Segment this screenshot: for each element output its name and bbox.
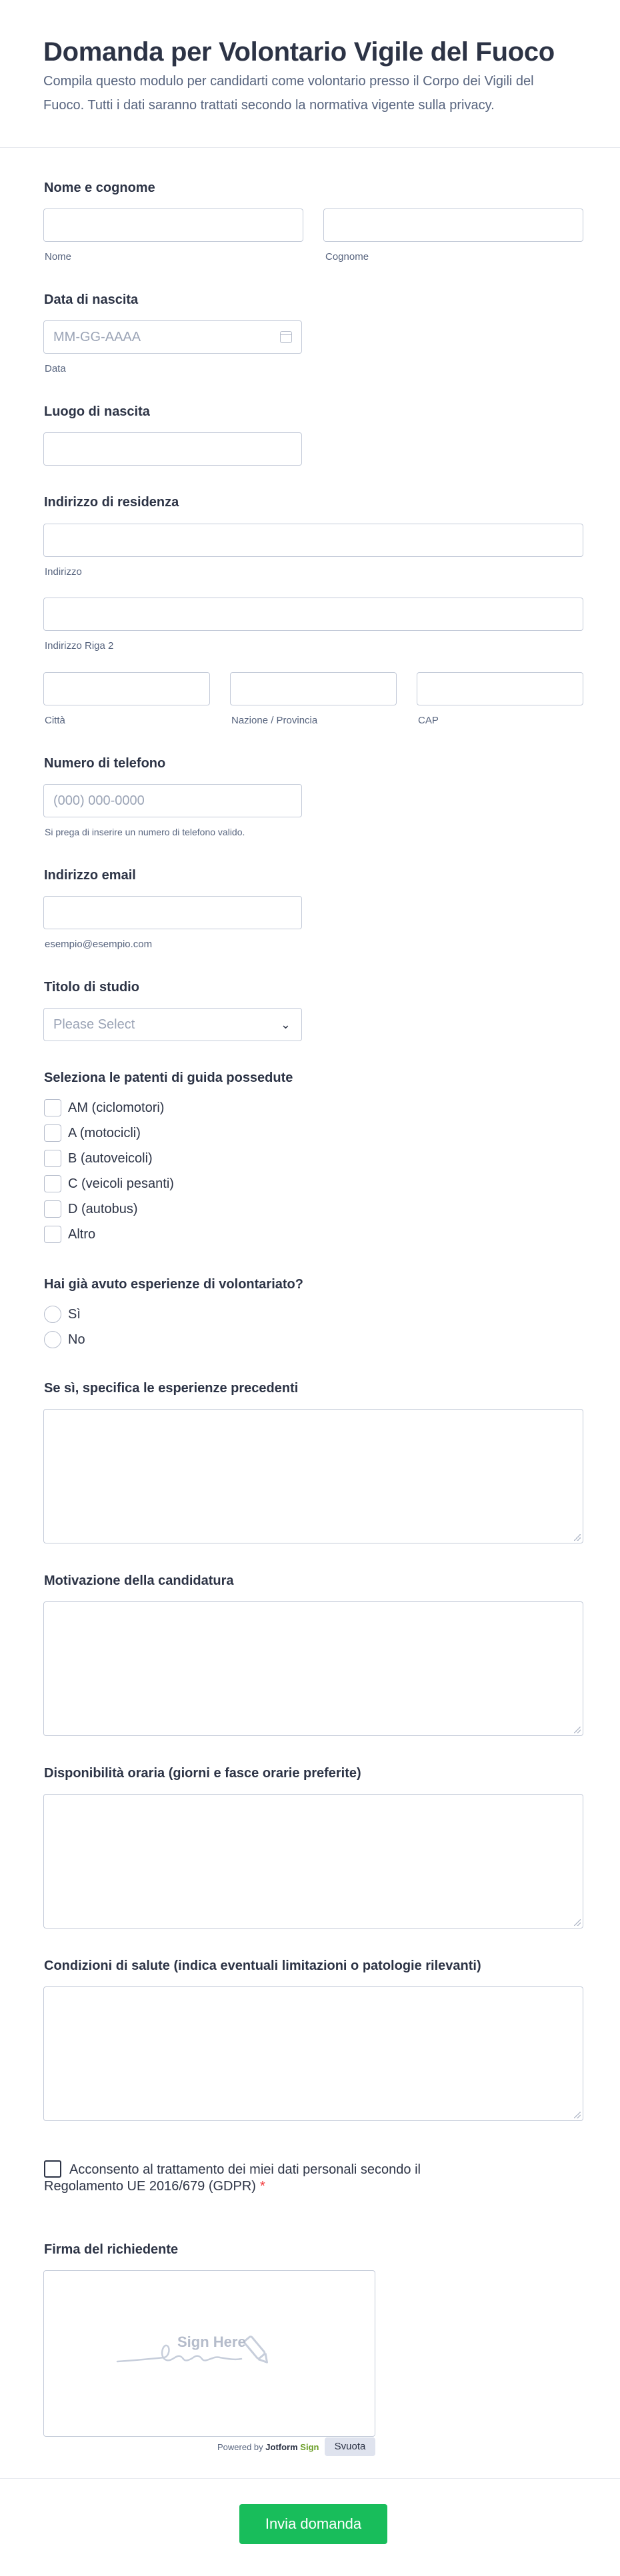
email-sublabel: esempio@esempio.com	[45, 939, 153, 950]
last-name-input[interactable]	[323, 209, 583, 242]
email-label: Indirizzo email	[44, 868, 136, 883]
phone-sublabel: Si prega di inserire un numero di telefono valido.	[45, 827, 245, 837]
state-sublabel: Nazione / Provincia	[231, 715, 318, 726]
health-textarea[interactable]	[43, 1986, 583, 2121]
zip-sublabel: CAP	[418, 715, 439, 726]
resize-handle-icon[interactable]	[574, 2112, 581, 2118]
form-title: Domanda per Volontario Vigile del Fuoco	[43, 37, 555, 67]
phone-placeholder: (000) 000-0000	[53, 793, 145, 808]
health-label: Condizioni di salute (indica eventuali limitazioni o patologie rilevanti)	[44, 1958, 481, 1973]
powered-by	[217, 2442, 319, 2452]
submit-button[interactable]: Invia domanda	[239, 2504, 387, 2544]
resize-handle-icon[interactable]	[574, 1534, 581, 1541]
signature-label: Firma del richiedente	[44, 2242, 179, 2257]
name-label: Nome e cognome	[44, 181, 155, 195]
city-input[interactable]	[43, 672, 210, 705]
checkbox[interactable]	[44, 1226, 61, 1243]
licenses-label: Seleziona le patenti di guida possedute	[44, 1071, 293, 1085]
first-name-sublabel: Nome	[45, 251, 72, 262]
state-input[interactable]	[230, 672, 397, 705]
volunteer-exp-option-label: Sì	[68, 1307, 81, 1322]
zip-input[interactable]	[417, 672, 583, 705]
consent-text-line1: Acconsento al trattamento dei miei dati personali secondo il	[69, 2162, 421, 2177]
consent-checkbox[interactable]	[44, 2160, 61, 2178]
address-label: Indirizzo di residenza	[44, 495, 179, 510]
address-line1-input[interactable]	[43, 524, 583, 557]
license-option-label: B (autoveicoli)	[68, 1151, 153, 1166]
motivation-textarea[interactable]	[43, 1601, 583, 1736]
radio-button[interactable]	[44, 1306, 61, 1323]
powered-by-brand: Jotform	[265, 2442, 298, 2452]
birth-date-sublabel: Data	[45, 363, 66, 374]
address-line2-sublabel: Indirizzo Riga 2	[45, 640, 114, 651]
address-line1-sublabel: Indirizzo	[45, 566, 82, 578]
motivation-label: Motivazione della candidatura	[44, 1573, 234, 1588]
form-subtitle: Compila questo modulo per candidarti come volontario presso il Corpo dei Vigili del Fuoco. Tutti i dati saranno trattati secondo la normativa vigente sulla privacy.	[43, 74, 534, 113]
address-line2-input[interactable]	[43, 598, 583, 631]
consent-text-line2	[44, 2179, 265, 2194]
signature-pad[interactable]	[43, 2270, 375, 2437]
phone-input[interactable]	[43, 784, 302, 817]
phone-label: Numero di telefono	[44, 756, 166, 771]
volunteer-exp-label: Hai già avuto esperienze di volontariato?	[44, 1277, 303, 1292]
powered-by-prefix: Powered by	[217, 2442, 263, 2452]
education-label: Titolo di studio	[44, 980, 139, 995]
resize-handle-icon[interactable]	[574, 1919, 581, 1926]
radio-button[interactable]	[44, 1331, 61, 1348]
license-option-label: AM (ciclomotori)	[68, 1100, 165, 1115]
education-selected-value: Please Select	[53, 1017, 135, 1032]
city-sublabel: Città	[45, 715, 65, 726]
clear-signature-button[interactable]: Svuota	[325, 2437, 375, 2456]
form-footer	[0, 2478, 620, 2576]
checkbox[interactable]	[44, 1150, 61, 1167]
experiences-label: Se sì, specifica le esperienze precedenti	[44, 1381, 299, 1396]
checkbox[interactable]	[44, 1200, 61, 1218]
birth-place-input[interactable]	[43, 432, 302, 466]
resize-handle-icon[interactable]	[574, 1727, 581, 1733]
first-name-input[interactable]	[43, 209, 303, 242]
license-option-label: Altro	[68, 1227, 96, 1242]
checkbox[interactable]	[44, 1124, 61, 1142]
birth-date-placeholder: MM-GG-AAAA	[53, 330, 141, 344]
birth-date-input[interactable]	[43, 320, 302, 354]
powered-by-brand-sign: Sign	[300, 2442, 319, 2452]
form-header	[0, 0, 620, 148]
last-name-sublabel: Cognome	[325, 251, 369, 262]
license-option-label: C (veicoli pesanti)	[68, 1176, 174, 1191]
checkbox[interactable]	[44, 1175, 61, 1192]
availability-textarea[interactable]	[43, 1794, 583, 1929]
signature-placeholder: Sign Here	[177, 2334, 246, 2350]
checkbox[interactable]	[44, 1099, 61, 1116]
birth-place-label: Luogo di nascita	[44, 404, 150, 419]
experiences-textarea[interactable]	[43, 1409, 583, 1543]
license-option-label: A (motocicli)	[68, 1126, 141, 1140]
volunteer-exp-option-label: No	[68, 1332, 85, 1347]
birth-date-label: Data di nascita	[44, 292, 139, 307]
consent-text-line2-label: Regolamento UE 2016/679 (GDPR)	[44, 2179, 256, 2194]
education-select[interactable]	[43, 1008, 302, 1041]
required-mark: *	[259, 2179, 265, 2194]
calendar-icon[interactable]	[280, 331, 292, 343]
chevron-down-icon: ⌄	[280, 1018, 291, 1031]
email-input[interactable]	[43, 896, 302, 929]
availability-label: Disponibilità oraria (giorni e fasce orarie preferite)	[44, 1766, 361, 1781]
license-option-label: D (autobus)	[68, 1202, 138, 1216]
